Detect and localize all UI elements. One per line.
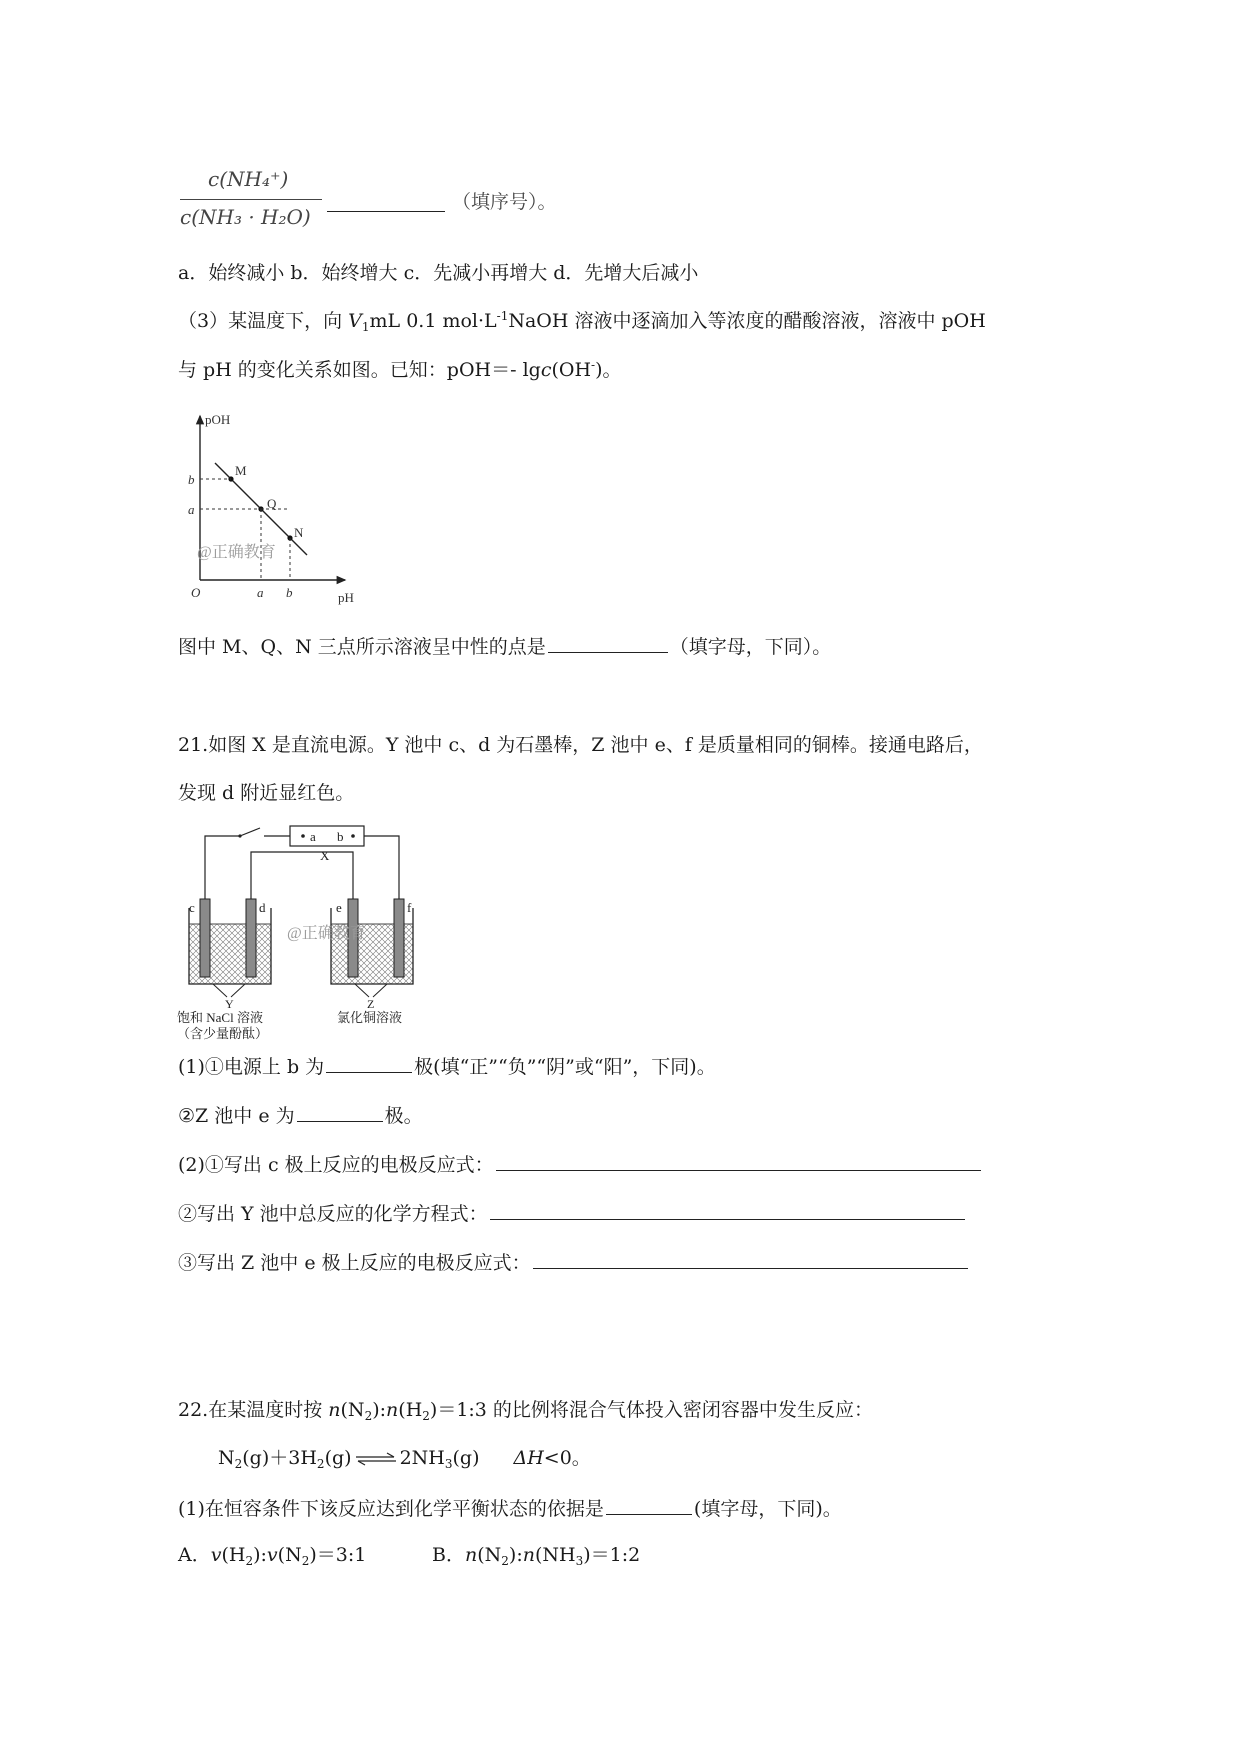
q22-s1-b: (填字母，下同)。 (693, 1498, 842, 1520)
q20-answer-blank (548, 632, 668, 653)
q22-line1-n2: n (386, 1399, 399, 1421)
q21-s1-1-a: (1)①电源上 b 为 (178, 1056, 325, 1078)
eq-lt0: <0。 (543, 1447, 591, 1469)
q22-line1-a: 22.在某温度时按 (178, 1399, 329, 1421)
q21-s2-1-blank (496, 1150, 981, 1171)
graph-watermark: @正确教育 (197, 544, 276, 561)
opt-a-c: ): (253, 1544, 267, 1566)
q22-equation (218, 1445, 591, 1471)
q21-s2-2-blank (490, 1199, 965, 1220)
opt-b-c: ): (508, 1544, 523, 1566)
q20-part3-line2-b: (OH (551, 359, 592, 381)
eq-nh3: 2NH (399, 1447, 445, 1469)
opt-b-d: (NH (534, 1544, 576, 1566)
opt-a-b: (H (221, 1544, 246, 1566)
q20-part3-v-sub: 1 (361, 320, 370, 334)
y-axis-label: pOH (205, 412, 231, 427)
electrode-c (200, 899, 210, 977)
eq-plus-h2: (g)＋3H (242, 1447, 317, 1469)
x-tick-a: a (257, 585, 264, 600)
cell-z-label: Z (367, 997, 375, 1011)
q21-s1-2-a: ②Z 池中 e 为 (178, 1105, 295, 1127)
q20-part3-line2-sup: - (591, 358, 596, 372)
pointer-z-left (355, 984, 369, 997)
q20-part3-text-a: （3）某温度下，向 (178, 310, 349, 332)
equilibrium-arrow-icon (354, 1452, 398, 1466)
q21-s1-2-b: 极。 (384, 1105, 423, 1127)
q21-s2-3-blank (533, 1248, 968, 1269)
q20-part3-line1 (178, 308, 986, 334)
q22-line1-n1: n (328, 1399, 341, 1421)
q20-part3-text-c: NaOH 溶液中逐滴加入等浓度的醋酸溶液，溶液中 pOH (508, 310, 986, 332)
opt-a-sub2: 2 (301, 1554, 310, 1568)
eq-sub2: 2 (316, 1457, 325, 1471)
fraction-answer-blank (327, 211, 445, 212)
q22-option-b (432, 1542, 640, 1568)
figure-watermark: @正确教育 (287, 925, 366, 942)
q22-s1-blank (606, 1494, 692, 1515)
q21-s1-1 (178, 1052, 716, 1080)
fraction-bar (180, 199, 322, 200)
q20-question-b: （填字母，下同）。 (669, 636, 832, 658)
switch-blade (240, 828, 260, 836)
pointer-z-right (373, 984, 387, 997)
q21-s2-1-text: (2)①写出 c 极上反应的电极反应式： (178, 1154, 494, 1176)
q21-s2-1 (178, 1150, 983, 1178)
caption-y-line2: （含少量酚酞） (177, 1026, 269, 1041)
fraction-suffix: （填序号）。 (452, 191, 557, 213)
y-tick-a: a (188, 502, 195, 517)
eq-g: (g) (324, 1447, 352, 1469)
electrode-c-label: c (189, 900, 195, 915)
q20-part3-line2-a: 与 pH 的变化关系如图。已知：pOH＝- lg (178, 359, 541, 381)
q20-part3-text-b: mL 0.1 mol·L (369, 310, 497, 332)
opt-b-sub1: 2 (501, 1554, 509, 1568)
q22-line1-c: ): (372, 1399, 387, 1421)
q20-question-a: 图中 M、Q、N 三点所示溶液呈中性的点是 (178, 636, 546, 658)
origin-label: O (191, 585, 201, 600)
electrolysis-figure (175, 822, 440, 1042)
poh-ph-graph (185, 408, 375, 608)
opt-b-n1: n (464, 1544, 478, 1566)
q21-s1-2-blank (297, 1101, 383, 1122)
opt-b-sub2: 3 (575, 1554, 584, 1568)
q21-line2: 发现 d 附近显红色。 (178, 782, 355, 804)
point-m-label: M (235, 463, 247, 478)
power-b-label: b (337, 829, 344, 844)
fraction-numerator: c(NH₄⁺) (208, 167, 289, 191)
point-q-label: Q (267, 496, 277, 511)
eq-g2: (g) (452, 1447, 480, 1469)
q21-s1-1-blank (326, 1052, 412, 1073)
opt-b-e: )＝1:2 (583, 1544, 641, 1566)
eq-sub1: 2 (234, 1457, 243, 1471)
power-x-label: X (320, 848, 330, 863)
q20-part3-line2-end: )。 (595, 359, 622, 381)
q20-part3-sup: -1 (496, 309, 509, 323)
wire-f (364, 836, 399, 899)
opt-a-label: A． (178, 1544, 211, 1566)
q22-line1-sub1: 2 (364, 1409, 373, 1423)
cell-y-label: Y (225, 997, 234, 1011)
eq-n2: N (218, 1447, 235, 1469)
opt-b-n2: n (522, 1544, 535, 1566)
caption-z: 氯化铜溶液 (337, 1010, 403, 1025)
q22-line1-sub2: 2 (422, 1409, 430, 1423)
q22-line1 (178, 1397, 873, 1423)
electrode-d-label: d (259, 900, 266, 915)
point-n-label: N (294, 525, 304, 540)
q20-part3-v: V (348, 310, 362, 332)
q20-options: a．始终减小 b．始终增大 c．先减小再增大 d．先增大后减小 (178, 262, 699, 284)
opt-a-e: )＝3:1 (309, 1544, 367, 1566)
q21-s2-2 (178, 1199, 967, 1227)
x-tick-b: b (286, 585, 293, 600)
q20-question (178, 632, 831, 660)
q22-option-a (178, 1542, 366, 1568)
caption-y-line1: 饱和 NaCl 溶液 (177, 1010, 263, 1025)
opt-a-sub1: 2 (245, 1554, 254, 1568)
q22-s1-a: (1)在恒容条件下该反应达到化学平衡状态的依据是 (178, 1498, 604, 1520)
eq-delta-h: ΔH (513, 1447, 544, 1469)
power-b-dot (351, 834, 355, 838)
electrode-e-label: e (336, 900, 342, 915)
wire-c (205, 836, 240, 899)
opt-a-v1: v (210, 1544, 222, 1566)
opt-a-v2: v (266, 1544, 278, 1566)
q21-s2-3 (178, 1248, 970, 1276)
q22-s1 (178, 1494, 842, 1522)
q21-line1: 21.如图 X 是直流电源。Y 池中 c、d 为石墨棒，Z 池中 e、f 是质量相同的铜棒。接通电路后， (178, 734, 983, 756)
power-a-dot (301, 834, 305, 838)
q21-s1-2 (178, 1101, 423, 1129)
q22-line1-e: )＝1:3 的比例将混合气体投入密闭容器中发生反应： (429, 1399, 873, 1421)
q20-part3-line2-c: c (540, 359, 552, 381)
opt-b-label: B． (432, 1544, 465, 1566)
electrode-f-label: f (407, 900, 412, 915)
q21-s2-2-text: ②写出 Y 池中总反应的化学方程式： (178, 1203, 488, 1225)
q22-line1-d: (H (398, 1399, 423, 1421)
pointer-y-left (213, 984, 227, 997)
pointer-y-right (231, 984, 245, 997)
switch-pivot (238, 834, 241, 837)
electrode-f (394, 899, 404, 977)
electrode-d (246, 899, 256, 977)
q21-s2-3-text: ③写出 Z 池中 e 极上反应的电极反应式： (178, 1252, 531, 1274)
eq-sub3: 3 (444, 1457, 453, 1471)
wire-d-e (251, 852, 353, 899)
power-a-label: a (310, 829, 316, 844)
fraction-denominator: c(NH₃ · H₂O) (180, 205, 311, 229)
opt-a-d: (N (277, 1544, 302, 1566)
opt-b-b: (N (477, 1544, 502, 1566)
q21-s1-1-b: 极(填“正”“负”“阴”或“阳”，下同)。 (414, 1056, 716, 1078)
y-tick-b: b (188, 472, 195, 487)
q20-part3-line2 (178, 357, 622, 383)
q22-line1-b: (N (340, 1399, 365, 1421)
x-axis-label: pH (338, 590, 354, 605)
